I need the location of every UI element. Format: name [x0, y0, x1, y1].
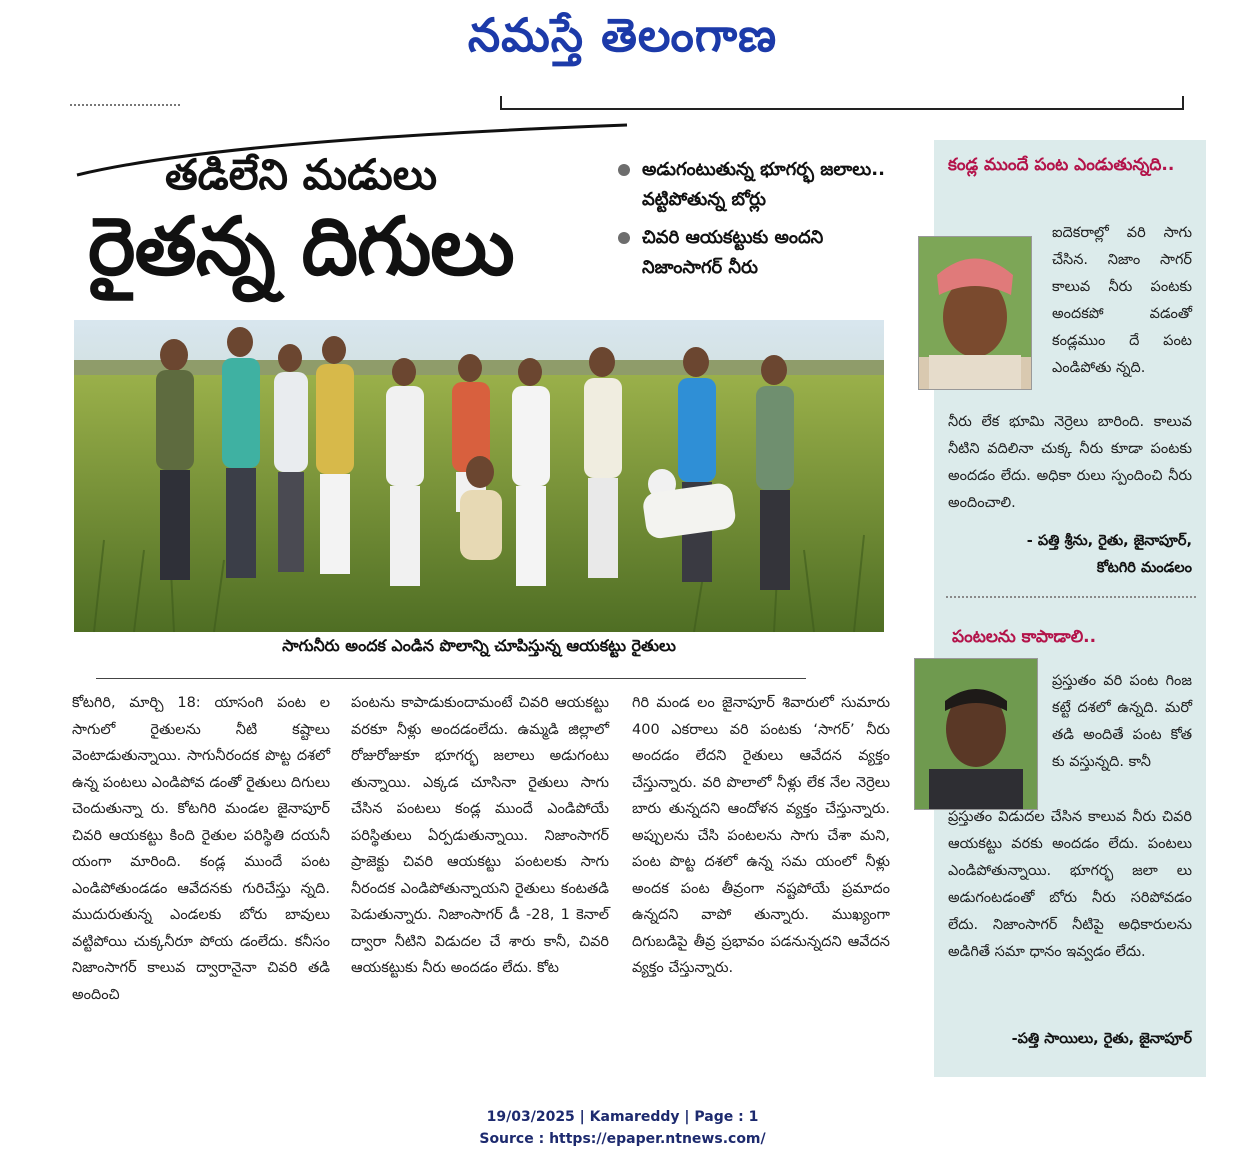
headline-bullets — [616, 155, 906, 291]
farmer-srinu-portrait — [918, 236, 1032, 390]
sidebar-quote2-text-bottom: ప్రస్తుతం విడుదల చేసిన కాలువ నీరు చివరి ఆయకట్టు వరకు అందడం లేదు. పంటలు ఎండిపోతున్నాయి. భూగర్భ జలా లు అడుగంటడంతో బోరు నీరు సరిపోవడం లేదు. నిజాంసాగర్ నీటిపై అధికారులను అడిగితే సమా ధానం ఇవ్వడం లేదు. — [948, 809, 1192, 960]
article-column-1: కోటగిరి, మార్చి 18: యాసంగి పంట ల సాగులో రైతులను నీటి కష్టాలు వెంటాడుతున్నాయి. సాగునీరందక పొట్ట దశలో ఉన్న పంటలు ఎండిపోవ డంతో రైతులు దిగులు చెందుతున్నా రు. కోటగిరి మండల జైనాపూర్ చివరి ఆయకట్టు కింది రైతుల పరిస్థితి దయనీ యంగా మారింది. కండ్ల ముందే పంట ఎండిపోతుండడం ఆవేదనకు గురిచేస్తు న్నది. ముదురుతున్న ఎండలకు బోరు బావులు వట్టిపోయి చుక్కనీరూ పోయ డంలేదు. కనీసం నిజాంసాగర్ కాలువ ద్వారానైనా చివరి తడి అందించి — [72, 695, 330, 1003]
bullet-text: చివరి ఆయకట్టుకు అందని నిజాంసాగర్ నీరు — [642, 227, 824, 278]
footer-source-link[interactable]: Source : https://epaper.ntnews.com/ — [479, 1131, 766, 1147]
sidebar-divider — [946, 596, 1196, 598]
farmers-field-photo — [74, 320, 884, 632]
sidebar-quote2-heading: పంటలను కాపాడాలి.. — [952, 627, 1097, 647]
farmer-sailu-portrait — [914, 658, 1038, 810]
sidebar-quote1-text-top: ఐదెకరాల్లో వరి సాగు చేసిన. నిజాం సాగర్ కాలువ నీరు పంటకు అందకపో వడంతో కండ్లముం దే పంట ఎండిపోతు న్నది. — [1052, 225, 1192, 376]
headline-kicker: తడిలేని మడులు — [165, 150, 437, 199]
caption-divider — [96, 678, 806, 679]
sidebar-quote1-signature — [948, 528, 1192, 582]
masthead-title: నమస్తే తెలంగాణ — [467, 8, 778, 62]
bullet-item — [616, 155, 906, 215]
sidebar-quote1-heading: కండ్ల ముందే పంట ఎండుతున్నది.. — [948, 155, 1175, 175]
header-divider-box — [500, 96, 1184, 110]
sidebar-quote1-text-bottom: నీరు లేక భూమి నెర్రెలు బారింది. కాలువ నీటిని వదిలినా చుక్క నీరు కూడా పంటకు అందడం లేదు. అధికా రులు స్పందించి నీరు అందించాలి. — [948, 414, 1192, 511]
footer-date-edition: 19/03/2025 | Kamareddy | Page : 1 — [486, 1109, 759, 1125]
page-footer — [0, 1106, 1245, 1150]
signature-line: కోటగిరి మండలం — [1096, 560, 1192, 576]
bullet-item — [616, 223, 906, 283]
sidebar-quote2-signature: -పత్తి సాయిలు, రైతు, జైనాపూర్ — [1011, 1031, 1192, 1047]
bullet-dot-icon — [618, 164, 630, 176]
sidebar-quote2-text-top: ప్రస్తుతం వరి పంట గింజ కట్టే దశలో ఉన్నది. మరో తడి అందితే పంట కోత కు వస్తున్నది. కానీ — [1052, 673, 1192, 770]
article-column-3: గిరి మండ లం జైనాపూర్ శివారులో సుమారు 400 ఎకరాలు వరి పంటకు ‘సాగర్’ నీరు అందడం లేదని రైతులు ఆవేదన వ్యక్తం చేస్తున్నారు. వరి పొలాలో నీళ్లు లేక నేల నెర్రెలు బారు తున్నదని ఆందోళన వ్యక్తం చేస్తున్నారు. అప్పులను చేసి పంటలను సాగు చేశా మని, పంట పొట్ట దశలో ఉన్న సమ యంలో నీళ్లు అందక పంట తీవ్రంగా నష్టపోయే ప్రమాదం ఉన్నదని వాపో తున్నారు. ముఖ్యంగా దిగుబడిపై తీవ్ర ప్రభావం పడనున్నదని ఆవేదన వ్యక్తం చేస్తున్నారు. — [632, 695, 890, 976]
header-divider-left — [70, 96, 180, 106]
headline-main: రైతన్న దిగులు — [88, 200, 514, 293]
signature-line: - పత్తి శ్రీను, రైతు, జైనాపూర్, — [1026, 533, 1192, 549]
bullet-text: అడుగంటుతున్న భూగర్భ జలాలు.. వట్టిపోతున్న బోర్లు — [642, 159, 885, 210]
photo-caption: సాగునీరు అందక ఎండిన పొలాన్ని చూపిస్తున్న ఆయకట్టు రైతులు — [282, 636, 676, 655]
bullet-dot-icon — [618, 232, 630, 244]
article-column-2: పంటను కాపాడుకుందామంటే చివరి ఆయకట్టు వరకూ నీళ్లు అందడంలేదు. ఉమ్మడి జిల్లాలో రోజురోజుకూ భూగర్భ జలాలు అడుగంటు తున్నాయి. ఎక్కడ చూసినా రైతులు సాగు చేసిన పంటలు కండ్ల ముందే ఎండిపోయే పరిస్థితులు ఏర్పడుతున్నాయి. నిజాంసాగర్ ప్రాజెక్టు చివరి ఆయకట్టు పంటలకు సాగు నీరందక ఎండిపోతున్నాయని రైతులు కంటతడి పెడుతున్నారు. నిజాంసాగర్ డీ -28, 1 కెనాల్ ద్వారా నీటిని విడుదల చే శారు కానీ, చివరి ఆయకట్టుకు నీరు అందడం లేదు. కోట — [351, 695, 609, 976]
